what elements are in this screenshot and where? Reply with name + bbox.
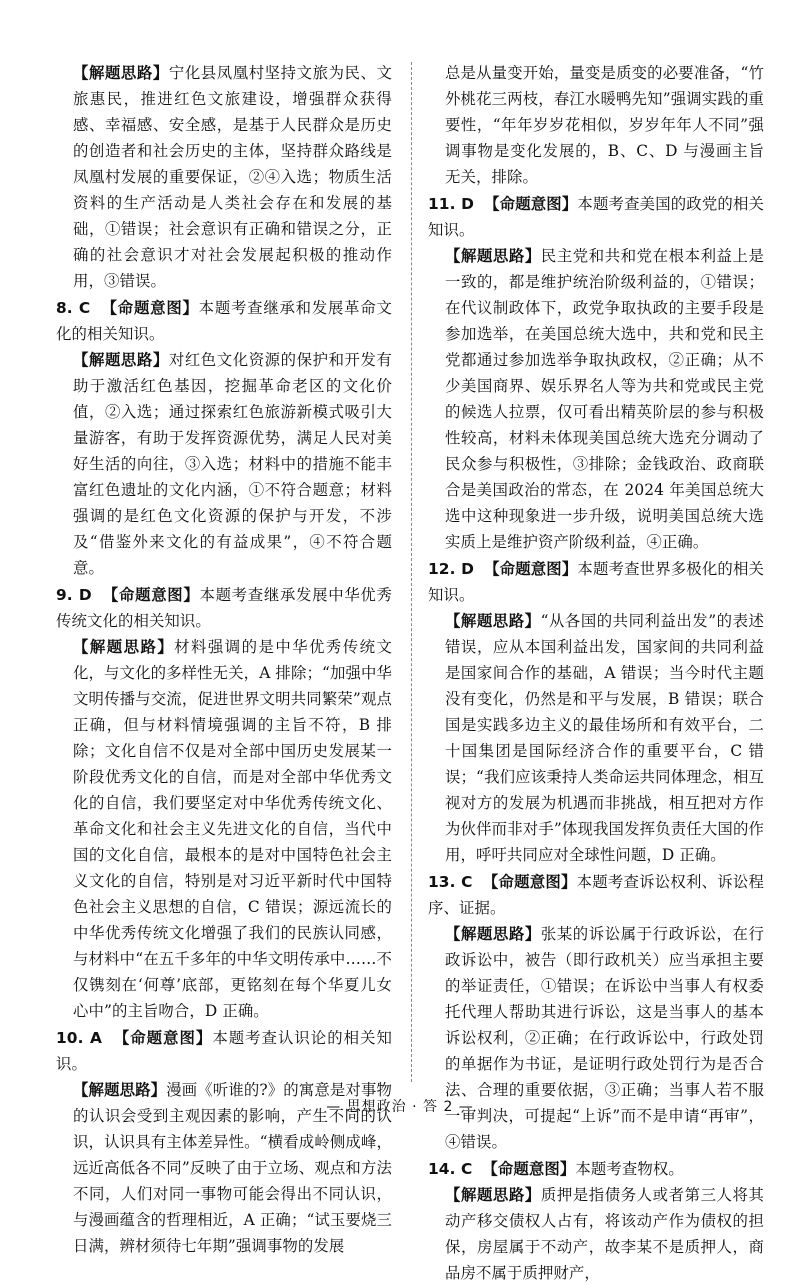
intent-tag: 【命题意图】 — [484, 560, 578, 578]
reasoning-tag: 【解题思路】 — [445, 612, 541, 630]
left-column — [56, 60, 392, 1259]
reasoning-text: 总是从量变开始，量变是质变的必要准备，“竹外桃花三两枝，春江水暖鸭先知”强调实践的重要性，“年年岁岁花相似，岁岁年年人不同”强调事物是变化发展的，B、C、D 与漫画主旨无关，排除。 — [445, 64, 764, 186]
q7-reasoning-continued — [56, 60, 392, 294]
question-8-answer — [56, 295, 392, 581]
reasoning-text: 对红色文化资源的保护和开发有助于激活红色基因，挖掘革命老区的文化价值，②入选；通过探索红色旅游新模式吸引大量游客，有助于发挥资源优势，满足人民对美好生活的向往，③入选；材料中的措施不能丰富红色遗址的文化内涵，①不符合题意；材料强调的是红色文化资源的保护与开发，不涉及“借鉴外来文化的有益成果”，④不符合题意。 — [73, 351, 392, 577]
intent-text: 本题考查物权。 — [575, 1160, 684, 1178]
reasoning-tag: 【解题思路】 — [445, 247, 541, 265]
intent-tag: 【命题意图】 — [482, 1160, 576, 1178]
reasoning-text: 漫画《听谁的?》的寓意是对事物的认识会受到主观因素的影响，产生不同的认识，认识具有主体差异性。“横看成岭侧成峰，远近高低各不同”反映了由于立场、观点和方法不同，人们对同一事物可能会得出不同认识，与漫画蕴含的哲理相近，A 正确；“试玉要烧三日满，辨材须待七年期”强调事物的发展 — [73, 1081, 392, 1255]
answer-number: 11. D — [428, 195, 474, 213]
question-11-answer — [428, 191, 764, 555]
intent-tag: 【命题意图】 — [102, 586, 200, 604]
question-9-answer — [56, 582, 392, 1024]
reasoning-text: 材料强调的是中华优秀传统文化，与文化的多样性无关，A 排除；“加强中华文明传播与交流，促进世界文明共同繁荣”观点正确，但与材料情境强调的主旨不符，B 排除；文化自信不仅是对全部中国历史发展某一阶段优秀文化的自信，而是对全部中华优秀文化的自信，我们要坚定对中华优秀传统文化、革命文化和社会主义先进文化的自信，当代中国的文化自信，最根本的是对中国特色社会主义文化的自信，特别是对习近平新时代中国特色社会主义思想的自信，C 错误；源远流长的中华优秀传统文化增强了我们的民族认同感，与材料中“在五千多年的中华文明传承中……不仅镌刻在‘何尊’底部，更铭刻在每个华夏儿女心中”的主旨吻合，D 正确。 — [73, 638, 392, 1020]
reasoning-tag: 【解题思路】 — [73, 351, 169, 369]
column-divider — [411, 62, 412, 1082]
reasoning-text: 质押是指债务人或者第三人将其动产移交债权人占有，将该动产作为债权的担保，房屋属于不动产，故李某不是质押人，商品房不属于质押财产， — [445, 1186, 764, 1282]
reasoning-text: 宁化县凤凰村坚持文旅为民、文旅惠民，推进红色文旅建设，增强群众获得感、幸福感、安全感，是基于人民群众是历史的创造者和社会历史的主体，坚持群众路线是凤凰村发展的重要保证，②④入选；物质生活资料的生产活动是人类社会存在和发展的基础，①错误；社会意识有正确和错误之分，正确的社会意识才对社会发展起积极的推动作用，③错误。 — [73, 64, 392, 290]
reasoning-tag: 【解题思路】 — [445, 925, 541, 943]
reasoning-text: 民主党和共和党在根本利益上是一致的，都是维护统治阶级利益的，①错误；在代议制政体下，政党争取执政的主要手段是参加选举，在美国总统大选中，共和党和民主党都通过参加选举争取执政权，②正确；从不少美国商界、娱乐界名人等为共和党或民主党的候选人拉票，仅可看出精英阶层的参与积极性较高，材料未体现美国总统大选充分调动了民众参与积极性，③排除；金钱政治、政商联合是美国政治的常态，在 2024 年美国总统大选中这种现象进一步升级，说明美国总统大选实质上是维护资产阶级利益，④正确。 — [445, 247, 764, 551]
intent-tag: 【命题意图】 — [101, 299, 199, 317]
intent-text: 本题考查世界多极化的相关知识。 — [428, 560, 764, 604]
reasoning-text: “从各国的共同利益出发”的表述错误，应从本国利益出发，国家间的共同利益是国家间合作的基础，A 错误；当今时代主题没有变化，仍然是和平与发展，B 错误；联合国是实践多边主义的最佳场所和有效平台，二十国集团是国际经济合作的重要平台，C 错误；“我们应该秉持人类命运共同体理念，相互视对方的发展为机遇而非挑战，相互把对方作为伙伴而非对手”体现我国发挥负责任大国的作用，呼吁共同应对全球性问题，D 正确。 — [445, 612, 764, 864]
intent-text: 本题考查继承发展中华优秀传统文化的相关知识。 — [56, 586, 392, 630]
answer-number: 9. D — [56, 586, 92, 604]
reasoning-tag: 【解题思路】 — [73, 64, 169, 82]
question-12-answer — [428, 556, 764, 868]
question-10-answer — [56, 1025, 392, 1259]
reasoning-tag: 【解题思路】 — [73, 1081, 167, 1099]
q10-reasoning-continued — [428, 60, 764, 190]
intent-text: 本题考查美国的政党的相关知识。 — [428, 195, 764, 239]
intent-tag: 【命题意图】 — [113, 1029, 213, 1047]
answer-number: 12. D — [428, 560, 474, 578]
intent-text: 本题考查继承和发展革命文化的相关知识。 — [56, 299, 392, 343]
intent-tag: 【命题意图】 — [482, 873, 577, 891]
intent-tag: 【命题意图】 — [484, 195, 578, 213]
question-14-answer — [428, 1156, 764, 1286]
answer-number: 10. A — [56, 1029, 102, 1047]
intent-text: 本题考查诉讼权利、诉讼程序、证据。 — [428, 873, 764, 917]
reasoning-tag: 【解题思路】 — [445, 1186, 541, 1204]
intent-text: 本题考查认识论的相关知识。 — [56, 1029, 392, 1073]
answer-number: 13. C — [428, 873, 473, 891]
answer-number: 8. C — [56, 299, 91, 317]
answer-number: 14. C — [428, 1160, 473, 1178]
reasoning-tag: 【解题思路】 — [73, 638, 175, 656]
reasoning-text: 张某的诉讼属于行政诉讼，在行政诉讼中，被告（即行政机关）应当承担主要的举证责任，①错误；在诉讼中当事人有权委托代理人帮助其进行诉讼，这是当事人的基本诉讼权利，②正确；在行政诉讼中，行政处罚的单据作为书证，是证明行政处罚行为是否合法、合理的重要依据，③正确；当事人若不服一审判决，可提起“上诉”而不是申请“再审”，④错误。 — [445, 925, 764, 1151]
page-footer: — 思想政治 · 答 2 — — [326, 1099, 474, 1115]
